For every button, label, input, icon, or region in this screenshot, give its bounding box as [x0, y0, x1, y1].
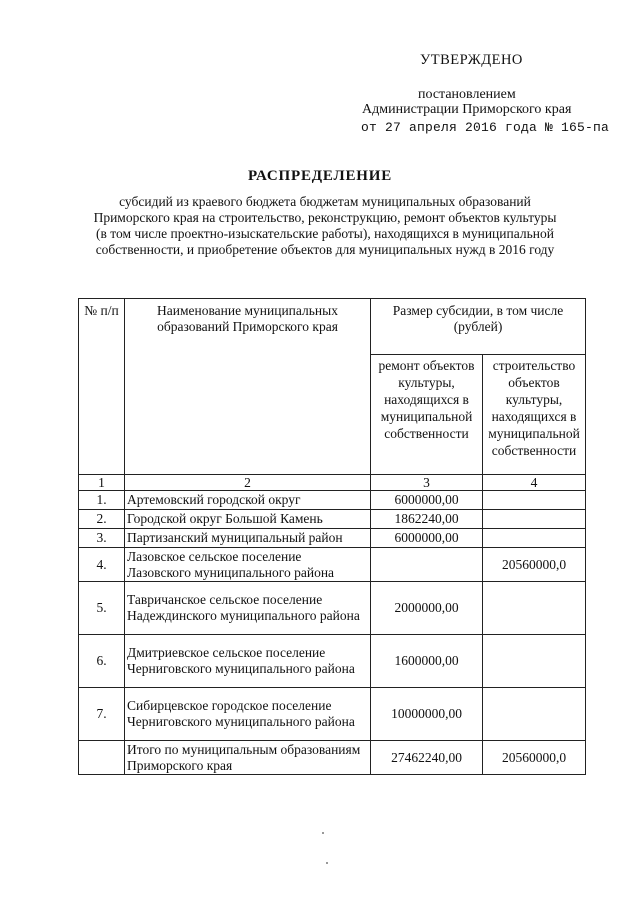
scan-speck	[322, 832, 324, 834]
index-cell: 1	[79, 475, 125, 491]
total-name: Итого по муниципальным образованиям Приморского края	[125, 741, 371, 775]
scan-speck	[326, 862, 328, 864]
index-cell: 2	[125, 475, 371, 491]
row-build	[483, 529, 586, 548]
row-repair: 1862240,00	[371, 510, 483, 529]
table-row	[79, 548, 586, 582]
row-name: Партизанский муниципальный район	[125, 529, 371, 548]
row-build	[483, 688, 586, 741]
row-name: Городской округ Большой Камень	[125, 510, 371, 529]
authority-label: Администрации Приморского края	[362, 102, 572, 117]
table-row	[79, 510, 586, 529]
header-build: строительство объектов культуры, находящихся в муниципальной собственности	[483, 355, 586, 475]
table-row	[79, 529, 586, 548]
header-repair: ремонт объектов культуры, находящихся в муниципальной собственности	[371, 355, 483, 475]
row-repair: 6000000,00	[371, 491, 483, 510]
row-num: 5.	[79, 582, 125, 635]
row-name: Сибирцевское городское поселение Черниговского муниципального района	[125, 688, 371, 741]
total-num	[79, 741, 125, 775]
row-num: 3.	[79, 529, 125, 548]
index-cell: 4	[483, 475, 586, 491]
table-row	[79, 688, 586, 741]
document-title: РАСПРЕДЕЛЕНИЕ	[247, 168, 393, 184]
total-build: 20560000,0	[483, 741, 586, 775]
row-name: Тавричанское сельское поселение Надеждинского муниципального района	[125, 582, 371, 635]
row-build	[483, 635, 586, 688]
row-num: 4.	[79, 548, 125, 582]
row-build	[483, 491, 586, 510]
index-cell: 3	[371, 475, 483, 491]
row-name: Дмитриевское сельское поселение Черниговского муниципального района	[125, 635, 371, 688]
row-num: 6.	[79, 635, 125, 688]
row-num: 2.	[79, 510, 125, 529]
row-build: 20560000,0	[483, 548, 586, 582]
row-repair: 1600000,00	[371, 635, 483, 688]
document-subtitle: субсидий из краевого бюджета бюджетам муниципальных образований Приморского края на строительство, реконструкцию, ремонт объектов культуры (в том числе проектно-изыскательские работы), находящихся в муниципальной собственности, и приобретение объектов для муниципальных нужд в 2016 году	[93, 194, 557, 257]
table-total-row	[79, 741, 586, 775]
header-subsidy: Размер субсидии, в том числе (рублей)	[371, 299, 586, 355]
row-num: 7.	[79, 688, 125, 741]
table-row	[79, 491, 586, 510]
date-number-stamp: от 27 апреля 2016 года № 165-па	[361, 120, 610, 135]
row-name: Артемовский городской округ	[125, 491, 371, 510]
table-header-row	[79, 299, 586, 355]
row-name: Лазовское сельское поселение Лазовского муниципального района	[125, 548, 371, 582]
table-row	[79, 582, 586, 635]
approved-label: УТВЕРЖДЕНО	[420, 52, 523, 68]
table-row	[79, 635, 586, 688]
row-repair: 10000000,00	[371, 688, 483, 741]
row-repair: 6000000,00	[371, 529, 483, 548]
subsidy-table	[78, 298, 586, 775]
row-num: 1.	[79, 491, 125, 510]
header-num: № п/п	[79, 299, 125, 475]
row-build	[483, 510, 586, 529]
row-repair: 2000000,00	[371, 582, 483, 635]
decree-label: постановлением	[418, 87, 516, 102]
header-name: Наименование муниципальных образований Приморского края	[125, 299, 371, 475]
row-repair	[371, 548, 483, 582]
row-build	[483, 582, 586, 635]
index-row	[79, 475, 586, 491]
total-repair: 27462240,00	[371, 741, 483, 775]
